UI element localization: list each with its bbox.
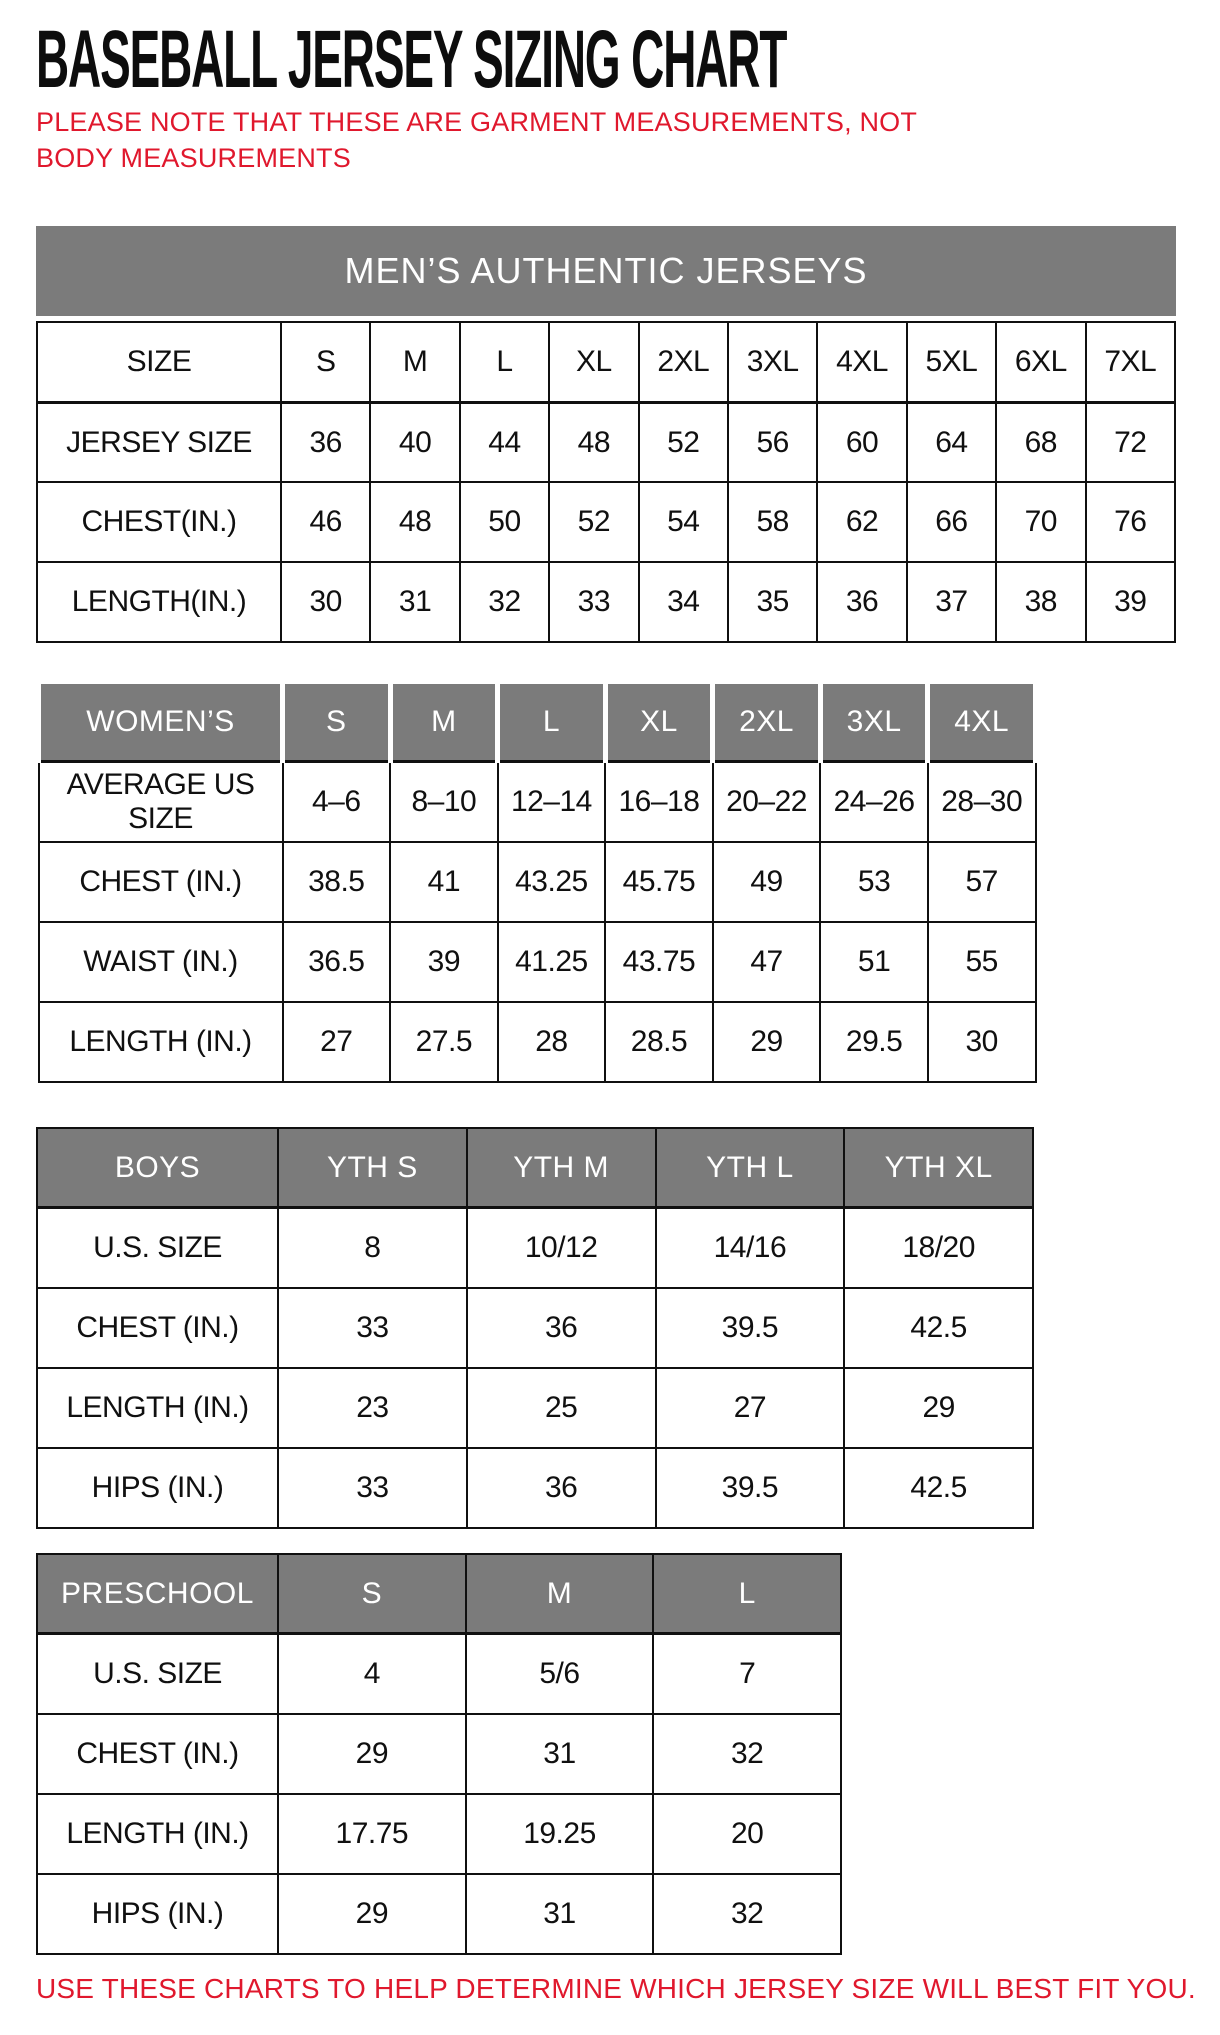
cell-value: 68 bbox=[996, 402, 1085, 482]
table-row bbox=[37, 1208, 1033, 1288]
page-title-text: BASEBALL JERSEY SIZING CHART bbox=[36, 14, 787, 105]
column-header: 7XL bbox=[1086, 322, 1175, 402]
column-header: YTH L bbox=[656, 1128, 845, 1208]
cell-value: 31 bbox=[466, 1714, 654, 1794]
cell-value: 57 bbox=[928, 842, 1036, 922]
cell-value: 27.5 bbox=[390, 1002, 498, 1082]
cell-value: 38.5 bbox=[283, 842, 391, 922]
header-row bbox=[37, 1128, 1033, 1208]
column-header: M bbox=[390, 682, 498, 762]
cell-value: 72 bbox=[1086, 402, 1175, 482]
cell-value: 12–14 bbox=[498, 762, 606, 842]
row-label: WAIST (IN.) bbox=[39, 922, 283, 1002]
cell-value: 76 bbox=[1086, 482, 1175, 562]
table-row bbox=[37, 482, 1175, 562]
header-row bbox=[39, 682, 1036, 762]
mens-sizing-table bbox=[36, 321, 1176, 643]
cell-value: 30 bbox=[281, 562, 370, 642]
fit-advice-footer: USE THESE CHARTS TO HELP DETERMINE WHICH JERSEY SIZE WILL BEST FIT YOU. bbox=[36, 1972, 1196, 2004]
cell-value: 29.5 bbox=[820, 1002, 928, 1082]
cell-value: 16–18 bbox=[605, 762, 713, 842]
cell-value: 33 bbox=[278, 1288, 467, 1368]
header-label: SIZE bbox=[37, 322, 281, 402]
table-row bbox=[39, 842, 1036, 922]
cell-value: 60 bbox=[817, 402, 906, 482]
table-row bbox=[37, 1714, 841, 1794]
cell-value: 28–30 bbox=[928, 762, 1036, 842]
header-row bbox=[37, 1554, 841, 1634]
cell-value: 37 bbox=[907, 562, 996, 642]
row-label: AVERAGE US SIZE bbox=[39, 762, 283, 842]
cell-value: 34 bbox=[639, 562, 728, 642]
cell-value: 4–6 bbox=[283, 762, 391, 842]
cell-value: 55 bbox=[928, 922, 1036, 1002]
header-label: PRESCHOOL bbox=[37, 1554, 278, 1634]
cell-value: 29 bbox=[713, 1002, 821, 1082]
header-row bbox=[37, 322, 1175, 402]
table-row bbox=[37, 1288, 1033, 1368]
preschool-jerseys-section bbox=[36, 1553, 1184, 1955]
table-row bbox=[37, 1448, 1033, 1528]
column-header: 5XL bbox=[907, 322, 996, 402]
cell-value: 36 bbox=[817, 562, 906, 642]
cell-value: 39.5 bbox=[656, 1448, 845, 1528]
cell-value: 52 bbox=[639, 402, 728, 482]
row-label: LENGTH (IN.) bbox=[39, 1002, 283, 1082]
column-header: L bbox=[460, 322, 549, 402]
column-header: 6XL bbox=[996, 322, 1085, 402]
cell-value: 41 bbox=[390, 842, 498, 922]
cell-value: 70 bbox=[996, 482, 1085, 562]
column-header: S bbox=[283, 682, 391, 762]
cell-value: 41.25 bbox=[498, 922, 606, 1002]
cell-value: 20 bbox=[653, 1794, 841, 1874]
row-label: CHEST (IN.) bbox=[37, 1288, 278, 1368]
cell-value: 50 bbox=[460, 482, 549, 562]
row-label: U.S. SIZE bbox=[37, 1208, 278, 1288]
table-row bbox=[37, 1634, 841, 1714]
column-header: 3XL bbox=[728, 322, 817, 402]
garment-measurements-note: PLEASE NOTE THAT THESE ARE GARMENT MEASUREMENTS, NOT BODY MEASUREMENTS bbox=[36, 106, 917, 173]
column-header: 4XL bbox=[817, 322, 906, 402]
cell-value: 8 bbox=[278, 1208, 467, 1288]
cell-value: 36 bbox=[467, 1448, 656, 1528]
mens-table-title: MEN’S AUTHENTIC JERSEYS bbox=[36, 226, 1176, 316]
cell-value: 29 bbox=[278, 1874, 466, 1954]
row-label: LENGTH(IN.) bbox=[37, 562, 281, 642]
cell-value: 5/6 bbox=[466, 1634, 654, 1714]
cell-value: 36 bbox=[467, 1288, 656, 1368]
cell-value: 23 bbox=[278, 1368, 467, 1448]
cell-value: 39 bbox=[390, 922, 498, 1002]
row-label: U.S. SIZE bbox=[37, 1634, 278, 1714]
table-row bbox=[37, 562, 1175, 642]
cell-value: 33 bbox=[278, 1448, 467, 1528]
cell-value: 14/16 bbox=[656, 1208, 845, 1288]
column-header: L bbox=[498, 682, 606, 762]
cell-value: 54 bbox=[639, 482, 728, 562]
cell-value: 64 bbox=[907, 402, 996, 482]
cell-value: 8–10 bbox=[390, 762, 498, 842]
cell-value: 31 bbox=[370, 562, 459, 642]
column-header: 4XL bbox=[928, 682, 1036, 762]
cell-value: 51 bbox=[820, 922, 928, 1002]
table-row bbox=[37, 402, 1175, 482]
column-header: S bbox=[281, 322, 370, 402]
mens-jerseys-section bbox=[36, 226, 1184, 643]
cell-value: 53 bbox=[820, 842, 928, 922]
cell-value: 32 bbox=[653, 1874, 841, 1954]
row-label: JERSEY SIZE bbox=[37, 402, 281, 482]
cell-value: 17.75 bbox=[278, 1794, 466, 1874]
cell-value: 48 bbox=[370, 482, 459, 562]
table-row bbox=[37, 1874, 841, 1954]
cell-value: 19.25 bbox=[466, 1794, 654, 1874]
column-header: 3XL bbox=[820, 682, 928, 762]
cell-value: 43.75 bbox=[605, 922, 713, 1002]
cell-value: 25 bbox=[467, 1368, 656, 1448]
boys-sizing-table bbox=[36, 1127, 1034, 1529]
table-row bbox=[37, 1368, 1033, 1448]
table-row bbox=[39, 762, 1036, 842]
cell-value: 62 bbox=[817, 482, 906, 562]
cell-value: 35 bbox=[728, 562, 817, 642]
cell-value: 10/12 bbox=[467, 1208, 656, 1288]
cell-value: 39 bbox=[1086, 562, 1175, 642]
cell-value: 42.5 bbox=[844, 1448, 1033, 1528]
table-row bbox=[39, 922, 1036, 1002]
table-row bbox=[39, 1002, 1036, 1082]
cell-value: 29 bbox=[844, 1368, 1033, 1448]
cell-value: 43.25 bbox=[498, 842, 606, 922]
page-title bbox=[36, 14, 1184, 105]
cell-value: 27 bbox=[656, 1368, 845, 1448]
cell-value: 27 bbox=[283, 1002, 391, 1082]
column-header: YTH XL bbox=[844, 1128, 1033, 1208]
cell-value: 44 bbox=[460, 402, 549, 482]
cell-value: 28 bbox=[498, 1002, 606, 1082]
cell-value: 30 bbox=[928, 1002, 1036, 1082]
cell-value: 29 bbox=[278, 1714, 466, 1794]
cell-value: 58 bbox=[728, 482, 817, 562]
cell-value: 32 bbox=[460, 562, 549, 642]
cell-value: 46 bbox=[281, 482, 370, 562]
cell-value: 4 bbox=[278, 1634, 466, 1714]
cell-value: 18/20 bbox=[844, 1208, 1033, 1288]
cell-value: 36.5 bbox=[283, 922, 391, 1002]
column-header: L bbox=[653, 1554, 841, 1634]
cell-value: 40 bbox=[370, 402, 459, 482]
cell-value: 47 bbox=[713, 922, 821, 1002]
cell-value: 56 bbox=[728, 402, 817, 482]
womens-sizing-table bbox=[36, 679, 1038, 1083]
cell-value: 28.5 bbox=[605, 1002, 713, 1082]
cell-value: 66 bbox=[907, 482, 996, 562]
cell-value: 31 bbox=[466, 1874, 654, 1954]
header-label: WOMEN’S bbox=[39, 682, 283, 762]
cell-value: 33 bbox=[549, 562, 638, 642]
cell-value: 52 bbox=[549, 482, 638, 562]
cell-value: 42.5 bbox=[844, 1288, 1033, 1368]
row-label: HIPS (IN.) bbox=[37, 1874, 278, 1954]
preschool-sizing-table bbox=[36, 1553, 842, 1955]
boys-jerseys-section bbox=[36, 1127, 1184, 1529]
header-label: BOYS bbox=[37, 1128, 278, 1208]
column-header: XL bbox=[549, 322, 638, 402]
column-header: M bbox=[466, 1554, 654, 1634]
womens-jerseys-section bbox=[36, 679, 1184, 1083]
row-label: CHEST(IN.) bbox=[37, 482, 281, 562]
cell-value: 49 bbox=[713, 842, 821, 922]
cell-value: 48 bbox=[549, 402, 638, 482]
column-header: 2XL bbox=[713, 682, 821, 762]
column-header: M bbox=[370, 322, 459, 402]
row-label: CHEST (IN.) bbox=[39, 842, 283, 922]
row-label: LENGTH (IN.) bbox=[37, 1794, 278, 1874]
cell-value: 7 bbox=[653, 1634, 841, 1714]
cell-value: 39.5 bbox=[656, 1288, 845, 1368]
row-label: HIPS (IN.) bbox=[37, 1448, 278, 1528]
column-header: YTH S bbox=[278, 1128, 467, 1208]
cell-value: 38 bbox=[996, 562, 1085, 642]
cell-value: 24–26 bbox=[820, 762, 928, 842]
column-header: S bbox=[278, 1554, 466, 1634]
row-label: LENGTH (IN.) bbox=[37, 1368, 278, 1448]
cell-value: 20–22 bbox=[713, 762, 821, 842]
table-row bbox=[37, 1794, 841, 1874]
cell-value: 36 bbox=[281, 402, 370, 482]
row-label: CHEST (IN.) bbox=[37, 1714, 278, 1794]
column-header: YTH M bbox=[467, 1128, 656, 1208]
column-header: 2XL bbox=[639, 322, 728, 402]
cell-value: 32 bbox=[653, 1714, 841, 1794]
cell-value: 45.75 bbox=[605, 842, 713, 922]
column-header: XL bbox=[605, 682, 713, 762]
